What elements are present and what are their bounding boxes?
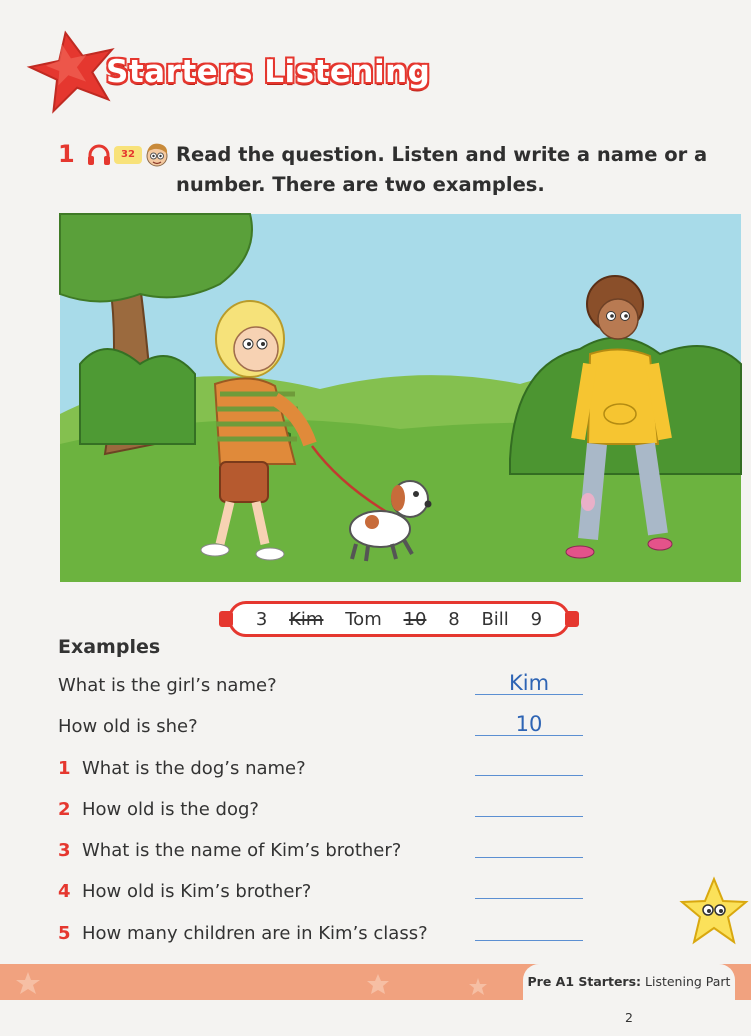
question-text: How old is the dog? <box>82 799 259 820</box>
footer-level: Pre A1 Starters: <box>527 974 642 989</box>
park-illustration <box>60 214 741 582</box>
answer-line <box>475 694 583 695</box>
instruction-text: Read the question. Listen and write a name or a number. There are two examples. <box>176 143 708 196</box>
example-question: How old is she? <box>58 716 198 737</box>
footer-stars-decoration <box>0 964 560 1000</box>
question-item <box>58 799 259 820</box>
question-item <box>58 758 306 779</box>
word-bank-item-crossed: 10 <box>403 608 427 630</box>
word-bank-tab-left <box>219 611 233 627</box>
headphones-icon[interactable] <box>86 143 112 167</box>
word-bank-tab-right <box>565 611 579 627</box>
question-number: 1 <box>58 758 71 779</box>
word-bank-item: Tom <box>345 608 382 630</box>
word-bank-item: 9 <box>530 608 543 630</box>
question-item <box>58 923 428 944</box>
task-instruction <box>58 140 718 200</box>
star-mascot-icon <box>680 876 748 948</box>
word-bank-item: 3 <box>255 608 268 630</box>
page-header <box>28 28 448 118</box>
question-text: How old is Kim’s brother? <box>82 881 312 902</box>
question-item <box>58 840 401 861</box>
answer-input-line[interactable] <box>475 857 583 858</box>
question-text: What is the dog’s name? <box>82 758 306 779</box>
footer-section: Listening Part 2 <box>625 974 731 1025</box>
word-bank-item-crossed: Kim <box>289 608 324 630</box>
answer-input-line[interactable] <box>475 816 583 817</box>
answer-input-line[interactable] <box>475 898 583 899</box>
example-question: What is the girl’s name? <box>58 675 277 696</box>
word-bank-item: Bill <box>481 608 509 630</box>
question-number: 5 <box>58 923 71 944</box>
question-text: What is the name of Kim’s brother? <box>82 840 402 861</box>
footer-label <box>523 964 735 1025</box>
question-text: How many children are in Kim’s class? <box>82 923 428 944</box>
page-title: Starters Listening <box>106 54 431 90</box>
question-number: 3 <box>58 840 71 861</box>
example-answer: 10 <box>515 712 543 736</box>
question-item <box>58 881 311 902</box>
question-number: 2 <box>58 799 71 820</box>
example-answer: Kim <box>508 671 550 695</box>
answer-input-line[interactable] <box>475 775 583 776</box>
question-number: 4 <box>58 881 71 902</box>
word-bank <box>228 601 570 637</box>
answer-input-line[interactable] <box>475 940 583 941</box>
word-bank-item: 8 <box>448 608 460 630</box>
teacher-face-icon <box>142 140 172 170</box>
audio-track-badge: 32 <box>114 146 142 164</box>
answer-line <box>475 735 583 736</box>
examples-heading: Examples <box>58 636 161 658</box>
task-number: 1 <box>58 140 75 168</box>
